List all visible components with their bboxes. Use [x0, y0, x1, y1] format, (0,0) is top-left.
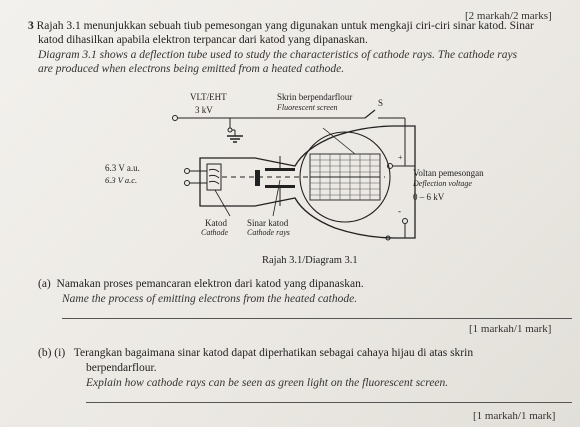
- part-b-ms-text: Terangkan bagaimana sinar katod dapat diperhatikan sebagai cahaya hijau di atas skrin: [73, 347, 474, 359]
- ac-label-en: 6.3 V a.c.: [105, 175, 138, 185]
- part-b-ms-2: berpendarflour.: [86, 362, 157, 374]
- question-en-line1: Diagram 3.1 shows a deflection tube used to study the characteristics of cathode rays. The cathode rays: [38, 49, 518, 61]
- part-a-ms-text: Namakan proses pemancaran elektron dari katod yang dipanaskan.: [56, 278, 364, 290]
- part-a-en: Name the process of emitting electrons from the heated cathode.: [62, 293, 358, 305]
- kv-label: 3 kV: [195, 105, 213, 115]
- diagram-caption: Rajah 3.1/Diagram 3.1: [262, 255, 358, 266]
- part-b-marks: [1 markah/1 mark]: [473, 410, 556, 422]
- switch-label: S: [378, 98, 384, 108]
- screen-label-ms: Skrin berpendarflour: [277, 92, 353, 102]
- question-ms-line2: katod dihasilkan apabila elektron terpancar dari katod yang dipanaskan.: [38, 34, 368, 46]
- part-b-en: Explain how cathode rays can be seen as green light on the fluorescent screen.: [86, 377, 449, 389]
- fluorescent-screen-grid: [310, 154, 380, 200]
- glass-tube: [200, 126, 415, 238]
- part-b-ms-1: [38, 347, 473, 360]
- ac-terminal-1: [185, 169, 190, 174]
- part-a-label: (a): [38, 278, 51, 290]
- part-a-answer-line: [62, 318, 572, 319]
- switch-blade: [365, 110, 375, 118]
- question-ms-line1: Rajah 3.1 menunjukkan sebuah tiub pemesongan yang digunakan untuk mengkaji ciri-ciri sinar katod. Sinar: [36, 20, 534, 32]
- deflect-label-ms: Voltan pemesongan: [413, 168, 484, 178]
- minus-sign: -: [398, 206, 401, 216]
- eht-terminal-2: [228, 128, 232, 132]
- marks-top: [2 markah/2 marks]: [465, 10, 552, 22]
- deflection-plate-top: [265, 168, 295, 171]
- part-a-marks: [1 markah/1 mark]: [469, 323, 552, 335]
- heater-coil: [207, 164, 221, 190]
- deflection-plate-bottom: [265, 185, 295, 188]
- deflect-range: 0 – 6 kV: [413, 192, 445, 202]
- question-stem-ms-1: [28, 20, 534, 33]
- deflection-terminal-minus: [403, 219, 408, 224]
- screen-label-en: Fluorescent screen: [277, 103, 338, 112]
- ac-terminal-2: [185, 181, 190, 186]
- part-b-label: (b): [38, 347, 52, 359]
- vlt-label: VLT/EHT: [190, 92, 227, 102]
- question-number: 3: [28, 20, 34, 32]
- rays-label-ms: Sinar katod: [247, 218, 289, 228]
- deflect-label-en: Deflection voltage: [413, 179, 472, 188]
- part-b-answer-line: [86, 402, 572, 403]
- rays-label-en: Cathode rays: [247, 228, 290, 237]
- plus-sign: +: [398, 153, 403, 162]
- eht-terminal-1: [173, 116, 178, 121]
- earth-icon: [227, 136, 243, 142]
- question-en-line2: are produced when electrons being emitted from a heated cathode.: [38, 63, 345, 75]
- ac-label-ms: 6.3 V a.u.: [105, 163, 140, 173]
- cathode-label-en: Cathode: [201, 228, 229, 237]
- part-b-sub: (i): [54, 347, 66, 359]
- cathode-label-ms: Katod: [205, 218, 227, 228]
- deflection-tube-diagram: [95, 88, 515, 258]
- part-a-ms: [38, 278, 364, 291]
- anode: [255, 170, 260, 186]
